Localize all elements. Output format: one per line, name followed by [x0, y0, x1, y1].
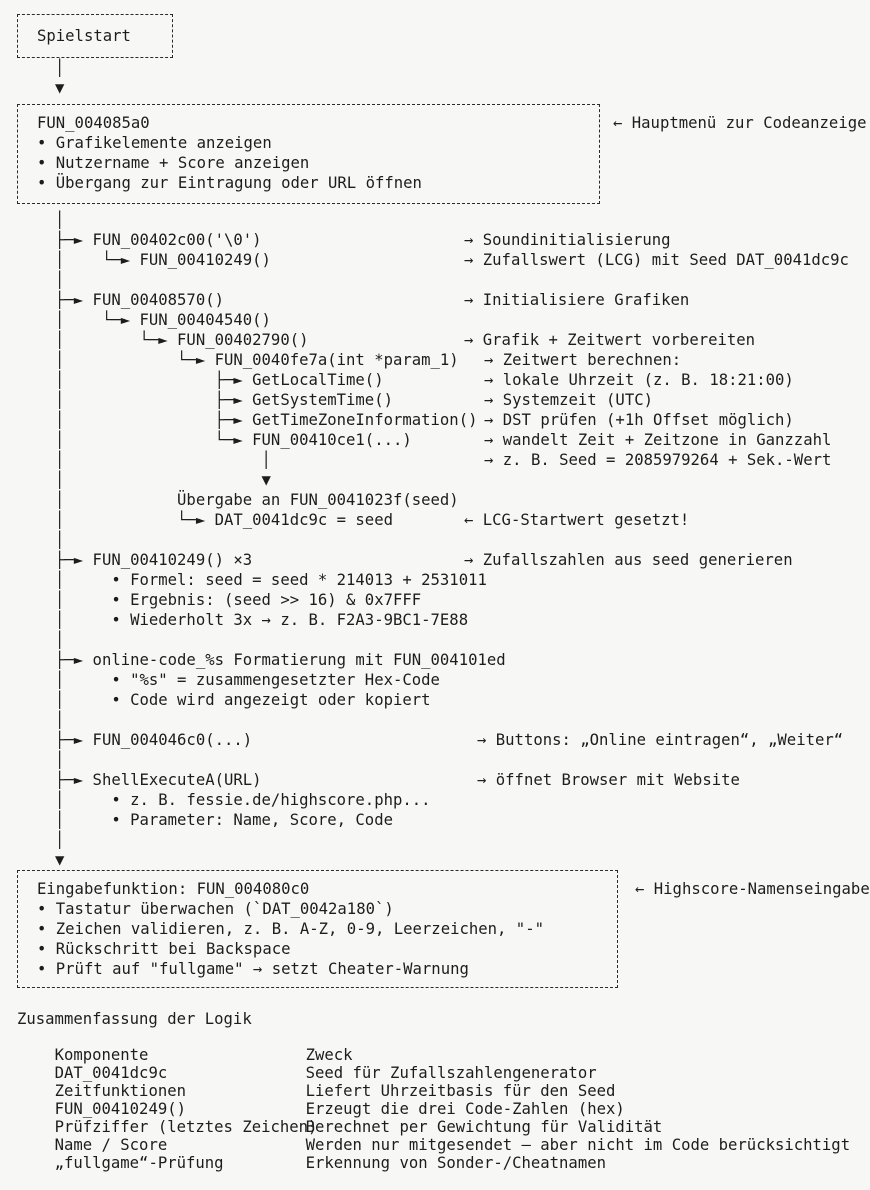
tree-line: │	[55, 631, 65, 649]
tree-annotation: → Initialisiere Grafiken	[464, 291, 690, 309]
tree-label: │ └─► FUN_00410249()	[55, 251, 271, 269]
tree-line	[0, 550, 870, 570]
tree-line: │ • Ergebnis: (seed >> 16) & 0x7FFF	[55, 591, 422, 609]
summary-cell-komponente: Zeitfunktionen	[54, 1082, 186, 1100]
tree-annotation: → Soundinitialisierung	[464, 231, 671, 249]
tree-annotation: ← LCG-Startwert gesetzt!	[464, 511, 690, 529]
tree-line: │	[55, 831, 65, 849]
main-menu-annotation: ← Hauptmenü zur Codeanzeige	[613, 114, 867, 132]
tree-line: │ • Formel: seed = seed * 214013 + 2531011	[55, 571, 487, 589]
main-menu-title: FUN_004085a0	[37, 114, 150, 132]
input-box-bullet: • Tastatur überwachen (`DAT_0042a180`)	[37, 900, 394, 918]
main-menu-bullet: • Grafikelemente anzeigen	[37, 134, 272, 152]
tree-line	[0, 730, 870, 750]
summary-header-row	[17, 1028, 870, 1064]
tree-line: │	[55, 271, 65, 289]
tree-annotation: → Zufallswert (LCG) mit Seed DAT_0041dc9c	[464, 251, 849, 269]
tree-label: ├─► ShellExecuteA(URL)	[55, 771, 262, 789]
tree-label: │ ├─► GetSystemTime()	[55, 391, 393, 409]
input-box-title: Eingabefunktion: FUN_004080c0	[37, 880, 310, 898]
tree-annotation: → Zufallszahlen aus seed generieren	[464, 551, 793, 569]
tree-line: │	[55, 751, 65, 769]
tree-line	[0, 250, 870, 270]
tree-line: │	[55, 531, 65, 549]
main-menu-bullet: • Übergang zur Eintragung oder URL öffnen	[37, 174, 422, 192]
summary-header-komponente: Komponente	[54, 1046, 149, 1064]
tree-annotation: → öffnet Browser mit Website	[477, 771, 740, 789]
summary-cell-zweck: Liefert Uhrzeitbasis für den Seed	[305, 1082, 616, 1100]
tree-line: │ • z. B. fessie.de/highscore.php...	[55, 791, 431, 809]
tree-label: │ ├─► GetLocalTime()	[55, 371, 384, 389]
tree-line: │ • Wiederholt 3x → z. B. F2A3-9BC1-7E88	[55, 611, 469, 629]
input-box	[17, 870, 870, 988]
tree-label: ├─► FUN_00402c00('\0')	[55, 231, 262, 249]
tree-line: │ ▼	[55, 471, 271, 489]
summary-cell-komponente: FUN_00410249()	[54, 1100, 186, 1118]
tree-line: │ • Code wird angezeigt oder kopiert	[55, 691, 431, 709]
tree-annotation: → wandelt Zeit + Zeitzone in Ganzzahl	[484, 431, 832, 449]
tree-label: ├─► FUN_004046c0(...)	[55, 731, 253, 749]
tree-line: │	[55, 711, 65, 729]
summary-cell-komponente: Prüfziffer (letztes Zeichen)	[54, 1118, 318, 1136]
input-box-bullet: • Prüft auf "fullgame" → setzt Cheater-Warnung	[37, 960, 469, 978]
tree-annotation: → Buttons: „Online eintragen“, „Weiter“	[477, 731, 844, 749]
summary-title: Zusammenfassung der Logik	[17, 1010, 252, 1028]
summary-cell-komponente: Name / Score	[54, 1136, 168, 1154]
summary-header-zweck: Zweck	[305, 1046, 353, 1064]
tree-line: │ • Parameter: Name, Score, Code	[55, 811, 393, 829]
tree-line	[0, 230, 870, 250]
input-box-annotation: ← Highscore-Namenseingabe	[635, 880, 870, 898]
tree-line	[0, 350, 870, 370]
tree-label: │ └─► FUN_0040fe7a(int *param_1)	[55, 351, 459, 369]
tree-annotation: → Systemzeit (UTC)	[484, 391, 653, 409]
tree-line	[0, 370, 870, 390]
tree-line	[0, 390, 870, 410]
flow-connector-pipe: │	[55, 59, 65, 77]
tree-annotation: → lokale Uhrzeit (z. B. 18:21:00)	[484, 371, 794, 389]
tree-line	[0, 330, 870, 350]
tree-label: ├─► FUN_00410249() ×3	[55, 551, 253, 569]
start-box-label: Spielstart	[37, 27, 131, 45]
tree-annotation: → DST prüfen (+1h Offset möglich)	[484, 411, 794, 429]
tree-label: ├─► FUN_00408570()	[55, 291, 224, 309]
summary-cell-zweck: Seed für Zufallszahlengenerator	[305, 1064, 597, 1082]
summary-cell-komponente: „fullgame“-Prüfung	[54, 1154, 224, 1172]
tree-line	[0, 770, 870, 790]
tree-label: │ └─► DAT_0041dc9c = seed	[55, 511, 393, 529]
tree-label: │ ├─► GetTimeZoneInformation()	[55, 411, 478, 429]
tree-line	[0, 510, 870, 530]
tree-line: │ Übergabe an FUN_0041023f(seed)	[55, 491, 459, 509]
tree-label: │ └─► FUN_00410ce1(...)	[55, 431, 412, 449]
tree-line	[0, 450, 870, 470]
summary-cell-komponente: DAT_0041dc9c	[54, 1064, 168, 1082]
tree-line: │	[55, 211, 65, 229]
input-box-bullet: • Zeichen validieren, z. B. A-Z, 0-9, Leerzeichen, "-"	[37, 920, 544, 938]
tree-label: │ │	[55, 451, 271, 469]
summary-cell-zweck: Berechnet per Gewichtung für Validität	[305, 1118, 663, 1136]
call-tree	[0, 210, 870, 870]
summary-cell-zweck: Erzeugt die drei Code-Zahlen (hex)	[305, 1100, 625, 1118]
tree-line: │ └─► FUN_00404540()	[55, 311, 271, 329]
tree-line	[0, 410, 870, 430]
main-menu-box	[17, 104, 867, 204]
tree-annotation: → Zeitwert berechnen:	[484, 351, 682, 369]
flow-down-arrow-icon: ▼	[55, 79, 65, 97]
down-arrow-icon: ▼	[55, 851, 65, 869]
summary-cell-zweck: Erkennung von Sonder-/Cheatnamen	[305, 1154, 606, 1172]
input-box-bullet: • Rückschritt bei Backspace	[37, 940, 291, 958]
start-box	[17, 14, 173, 58]
tree-line	[0, 430, 870, 450]
tree-annotation: → Grafik + Zeitwert vorbereiten	[464, 331, 756, 349]
tree-annotation: → z. B. Seed = 2085979264 + Sek.-Wert	[484, 451, 832, 469]
call-graph-document	[0, 14, 870, 1184]
tree-label: │ └─► FUN_00402790()	[55, 331, 309, 349]
tree-line: │ • "%s" = zusammengesetzter Hex-Code	[55, 671, 440, 689]
main-menu-bullet: • Nutzername + Score anzeigen	[37, 154, 310, 172]
summary-table	[17, 1010, 870, 1172]
tree-line	[0, 290, 870, 310]
summary-cell-zweck: Werden nur mitgesendet – aber nicht im Code berücksichtigt	[305, 1136, 851, 1154]
tree-line: ├─► online-code_%s Formatierung mit FUN_004101ed	[55, 651, 506, 669]
